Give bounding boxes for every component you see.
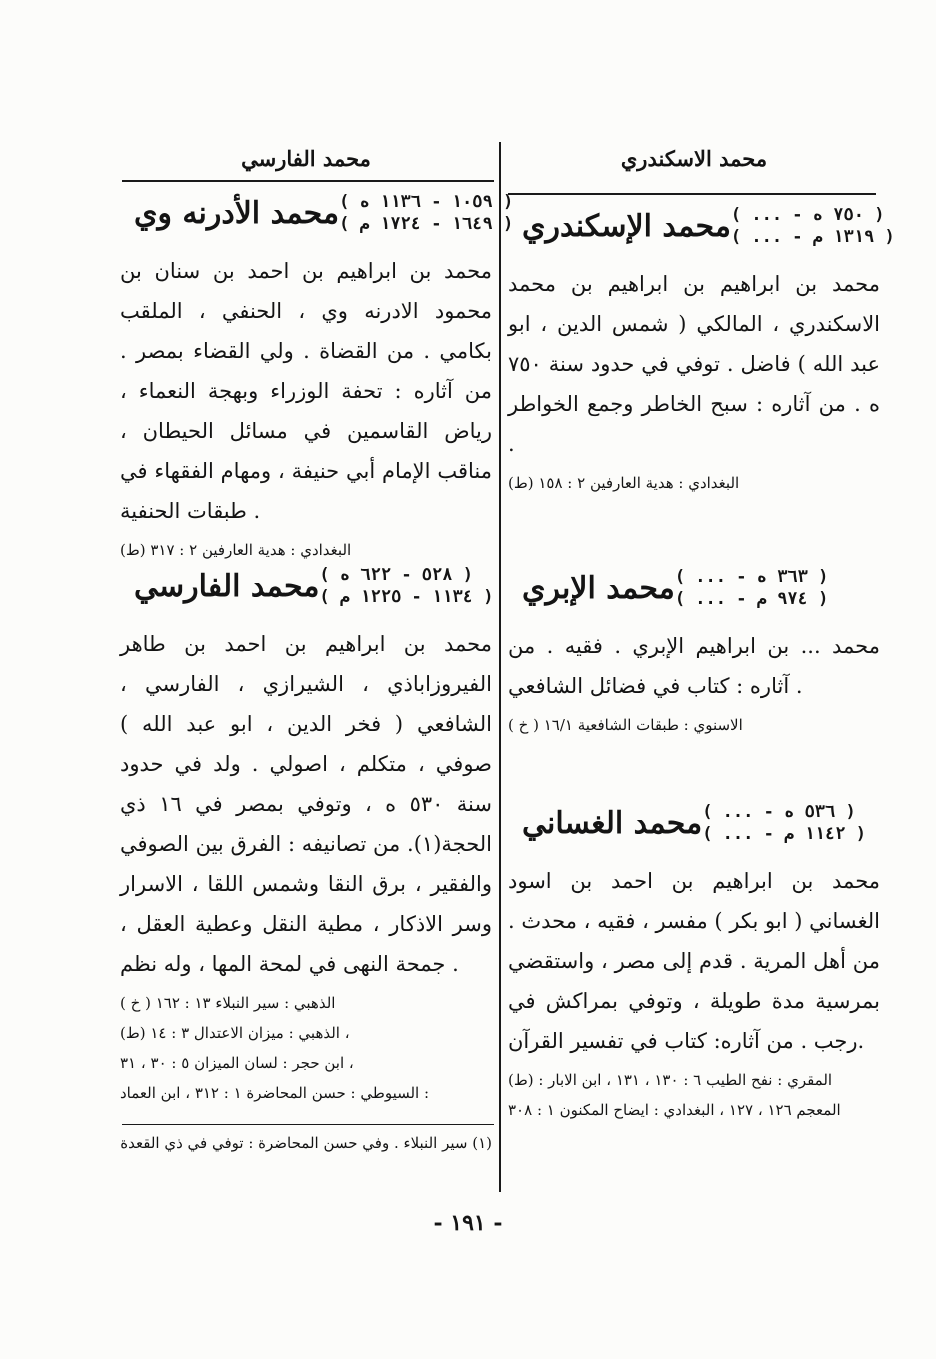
entry-dates: [702, 801, 866, 845]
entry-body: محمد ... بن ابراهيم الإبري . فقيه . من آثاره : كتاب في فضائل الشافعي .: [508, 634, 880, 698]
entry-dates: [675, 566, 829, 610]
footnote-rule: [122, 1124, 494, 1125]
header-rule-left: [122, 180, 494, 182]
entry-source: (ط) البغدادي : هدية العارفين ٢ : ٣١٧: [120, 541, 352, 559]
running-head-right: محمد الاسكندري: [620, 146, 768, 171]
entry-source: (ط) الذهبي : ميزان الاعتدال ٣ : ١٤ ،: [120, 1024, 350, 1042]
header-rule-right: [508, 193, 876, 195]
dates-hijri: ( ٥٢٨ - ٦٢٢ ه ): [319, 565, 473, 585]
entry-name: محمد الإسكندري: [522, 208, 731, 244]
entry-farisi: [120, 556, 492, 1108]
dates-hijri: ( ... - ٧٥٠ ه ): [730, 205, 885, 225]
dates-hijri: ( ١٠٥٩ - ١١٣٦ ه ): [339, 192, 514, 212]
entry-name: محمد الأدرنه وي: [134, 195, 340, 231]
entry-dates: [319, 564, 493, 608]
entry-heading: [508, 196, 895, 256]
left-column: [120, 140, 492, 178]
entry-heading: [508, 793, 880, 853]
entry-source: ( خ ) الذهبي : سير النبلاء ١٣ : ١٦٢: [120, 994, 336, 1012]
entry-source: (ط) المقري : نفح الطيب ٦ : ١٣٠ ، ١٣١ ، ابن الابار : المعجم ١٢٦ ، ١٢٧ ، البغدادي : ايضاح المكنون ١ : ٣٠٨: [508, 1071, 841, 1119]
entry-source: ( خ ) الاسنوي : طبقات الشافعية ١٦/١: [508, 716, 743, 734]
entry-source: ابن حجر : لسان الميزان ٥ : ٣٠ ، ٣١ ،: [120, 1054, 354, 1072]
entry-body: محمد بن ابراهيم بن ابراهيم بن محمد الاسكندري ، المالكي ( شمس الدين ، ابو عبد الله ) فاضل . توفي في حدود سنة ٧٥٠ ه . من آثاره : سبح الخاطر وجمع الخواطر .: [508, 272, 880, 456]
entry-name: محمد الفارسي: [134, 568, 320, 604]
running-head-left: محمد الفارسي: [241, 146, 371, 171]
entry-heading: [120, 183, 514, 243]
entry-body: محمد بن ابراهيم بن احمد بن سنان بن محمود الادرنه وي ، الحنفي ، الملقب بكامي . من القضاة . ولي القضاء بمصر . من آثاره : تحفة الوزراء وبهجة النعماء ، رياض القاسمين في مسائل الحيطان ، مناقب الإمام أبي حنيفة ، ومهام الفقهاء في طبقات الحنفية .: [120, 259, 492, 523]
entry-heading: [508, 558, 880, 618]
entry-name: محمد الإبري: [522, 570, 675, 606]
footnote: (١) سير النبلاء . وفي حسن المحاضرة : توفي في ذي القعدة: [120, 1134, 492, 1152]
entry-iskandari: [508, 196, 895, 498]
entry-dates: [339, 191, 513, 235]
entry-body: محمد بن ابراهيم بن احمد بن طاهر الفيروزاباذي ، الشيرازي ، الفارسي ، الشافعي ( فخر الدين ، ابو عبد الله ) صوفي ، متكلم ، اصولي . ولد في حدود سنة ٥٣٠ ه ، وتوفي بمصر في ١٦ ذي الحجة(١). من تصانيفه : الفرق بين الصوفي والفقير ، برق النقا وشمس اللقا ، الاسرار وسر الاذكار ، مطية النقل وعطية العقل ، جمحة النهى في لمحة المها ، وله نظم .: [120, 632, 492, 976]
dates-ad: ( ... - ١٣١٩ م ): [730, 227, 895, 247]
entry-adranawi: [120, 183, 514, 565]
entry-dates: [731, 204, 895, 248]
dates-ad: ( ١١٣٤ - ١٢٢٥ م ): [319, 587, 494, 607]
entry-source: السيوطي : حسن المحاضرة ١ : ٣١٢ ، ابن العماد :: [120, 1084, 430, 1102]
page-number: - ١٩١ -: [433, 1210, 503, 1236]
dates-ad: ( ... - ٩٧٤ م ): [674, 589, 829, 609]
entry-source: (ط) البغدادي : هدية العارفين ٢ : ١٥٨: [508, 474, 740, 492]
entry-heading: [120, 556, 492, 616]
dates-ad: ( ١٦٤٩ - ١٧٢٤ م ): [339, 214, 514, 234]
dates-hijri: ( ... - ٥٣٦ ه ): [702, 802, 856, 822]
entry-ghassani: [508, 793, 880, 1125]
entry-name: محمد الغساني: [522, 805, 703, 841]
entry-ibri: [508, 558, 880, 740]
entry-body: محمد بن ابراهيم بن احمد بن اسود الغساني ( ابو بكر ) مفسر ، فقيه ، محدث . من أهل المرية . قدم إلى مصر ، واستقضي بمرسية مدة طويلة ، وتوفي بمراكش في رجب . من آثاره: كتاب في تفسير القرآن.: [508, 869, 880, 1053]
right-column: [508, 140, 880, 178]
dates-hijri: ( ... - ٣٦٣ ه ): [674, 567, 829, 587]
dates-ad: ( ... - ١١٤٢ م ): [702, 824, 866, 844]
column-divider: [499, 142, 501, 1192]
